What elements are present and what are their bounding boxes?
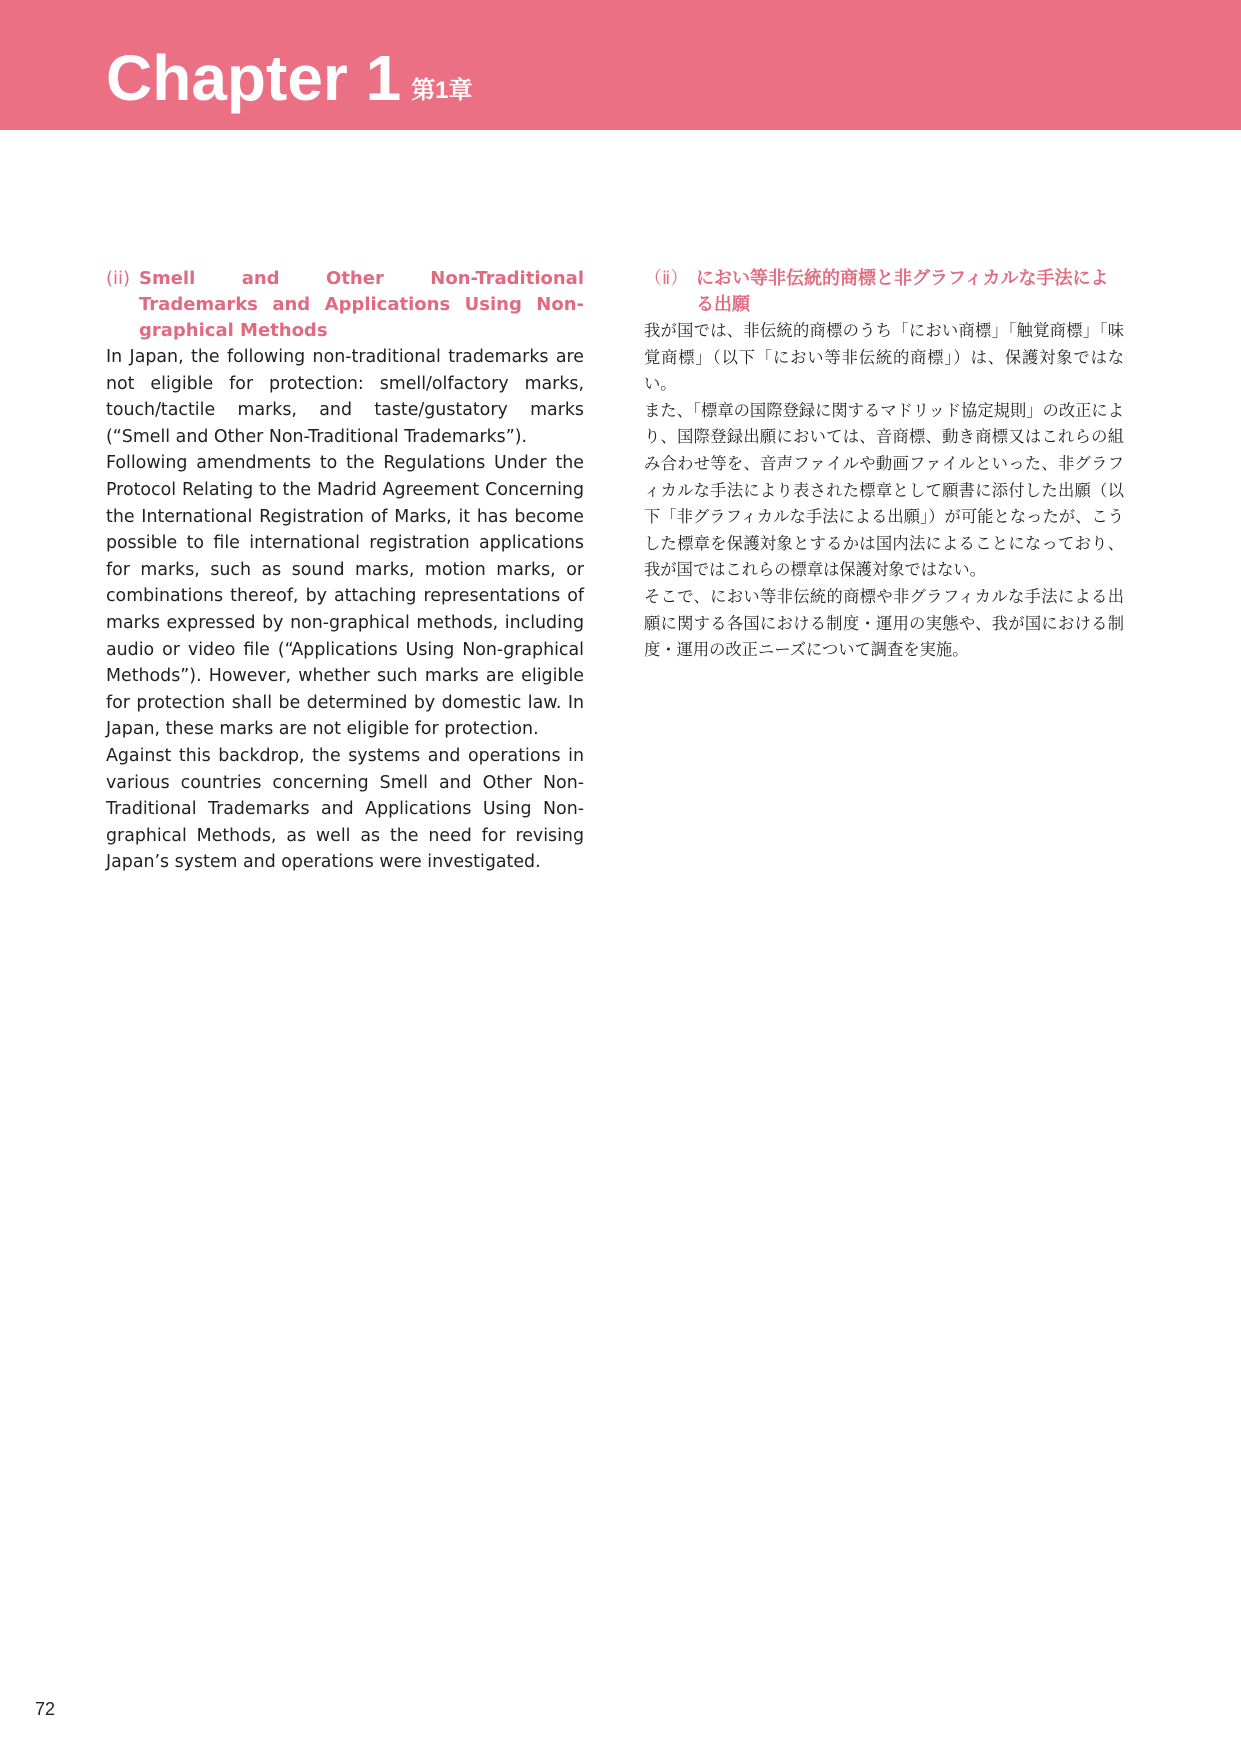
chapter-header-band xyxy=(0,0,1241,130)
chapter-title xyxy=(106,38,473,133)
chapter-title-en: Chapter 1 xyxy=(106,42,402,114)
japanese-heading-text: におい等非伝統的商標と非グラフィカルな手法による出願 xyxy=(696,268,1109,315)
japanese-section-heading xyxy=(644,266,1124,318)
english-paragraph-1: In Japan, the following non-traditional trademarks are not eligible for protection: smell/olfactory marks, touch/tactile marks, and taste/gustatory marks (“Smell and Other Non-Traditional Trademarks”). xyxy=(106,347,584,447)
japanese-heading-number: （ⅱ） xyxy=(644,268,689,289)
english-column xyxy=(106,266,584,876)
english-paragraph-3: Against this backdrop, the systems and operations in various countries concerning Smell and Other Non-Traditional Trademarks and Applications Using Non-graphical Methods, as well as the need for revising Japan’s system and operations were investigated. xyxy=(106,745,584,873)
english-heading-number: (ii) xyxy=(106,268,131,289)
japanese-paragraph-3: そこで、におい等非伝統的商標や非グラフィカルな手法による出願に関する各国における制度・運用の実態や、我が国における制度・運用の改正ニーズについて調査を実施。 xyxy=(644,586,1124,660)
japanese-paragraph-1: 我が国では、非伝統的商標のうち「におい商標」「触覚商標」「味覚商標」（以下「におい等非伝統的商標」）は、保護対象ではない。 xyxy=(644,321,1124,394)
chapter-title-jp: 第1章 xyxy=(411,77,473,104)
english-paragraph-2: Following amendments to the Regulations Under the Protocol Relating to the Madrid Agreement Concerning the International Registration of Marks, it has become possible to file international registration applications for marks, such as sound marks, motion marks, or combinations thereof, by attaching representations of marks expressed by non-graphical methods, including audio or video file (“Applications Using Non-graphical Methods”). However, whether such marks are eligible for protection shall be determined by domestic law. In Japan, these marks are not eligible for protection. xyxy=(106,453,584,740)
japanese-column xyxy=(644,266,1124,664)
japanese-paragraph-2: また、「標章の国際登録に関するマドリッド協定規則」の改正により、国際登録出願においては、音商標、動き商標又はこれらの組み合わせ等を、音声ファイルや動画ファイルといった、非グラフィカルな手法により表された標章として願書に添付した出願（以下「非グラフィカルな手法による出願」）が可能となったが、こうした標章を保護対象とするかは国内法によることになっており、我が国ではこれらの標章は保護対象ではない。 xyxy=(644,400,1124,580)
english-section-heading xyxy=(106,266,584,344)
page-number: 72 xyxy=(35,1699,56,1719)
english-heading-text: Smell and Other Non-Traditional Trademarks and Applications Using Non-graphical Methods xyxy=(139,268,584,341)
